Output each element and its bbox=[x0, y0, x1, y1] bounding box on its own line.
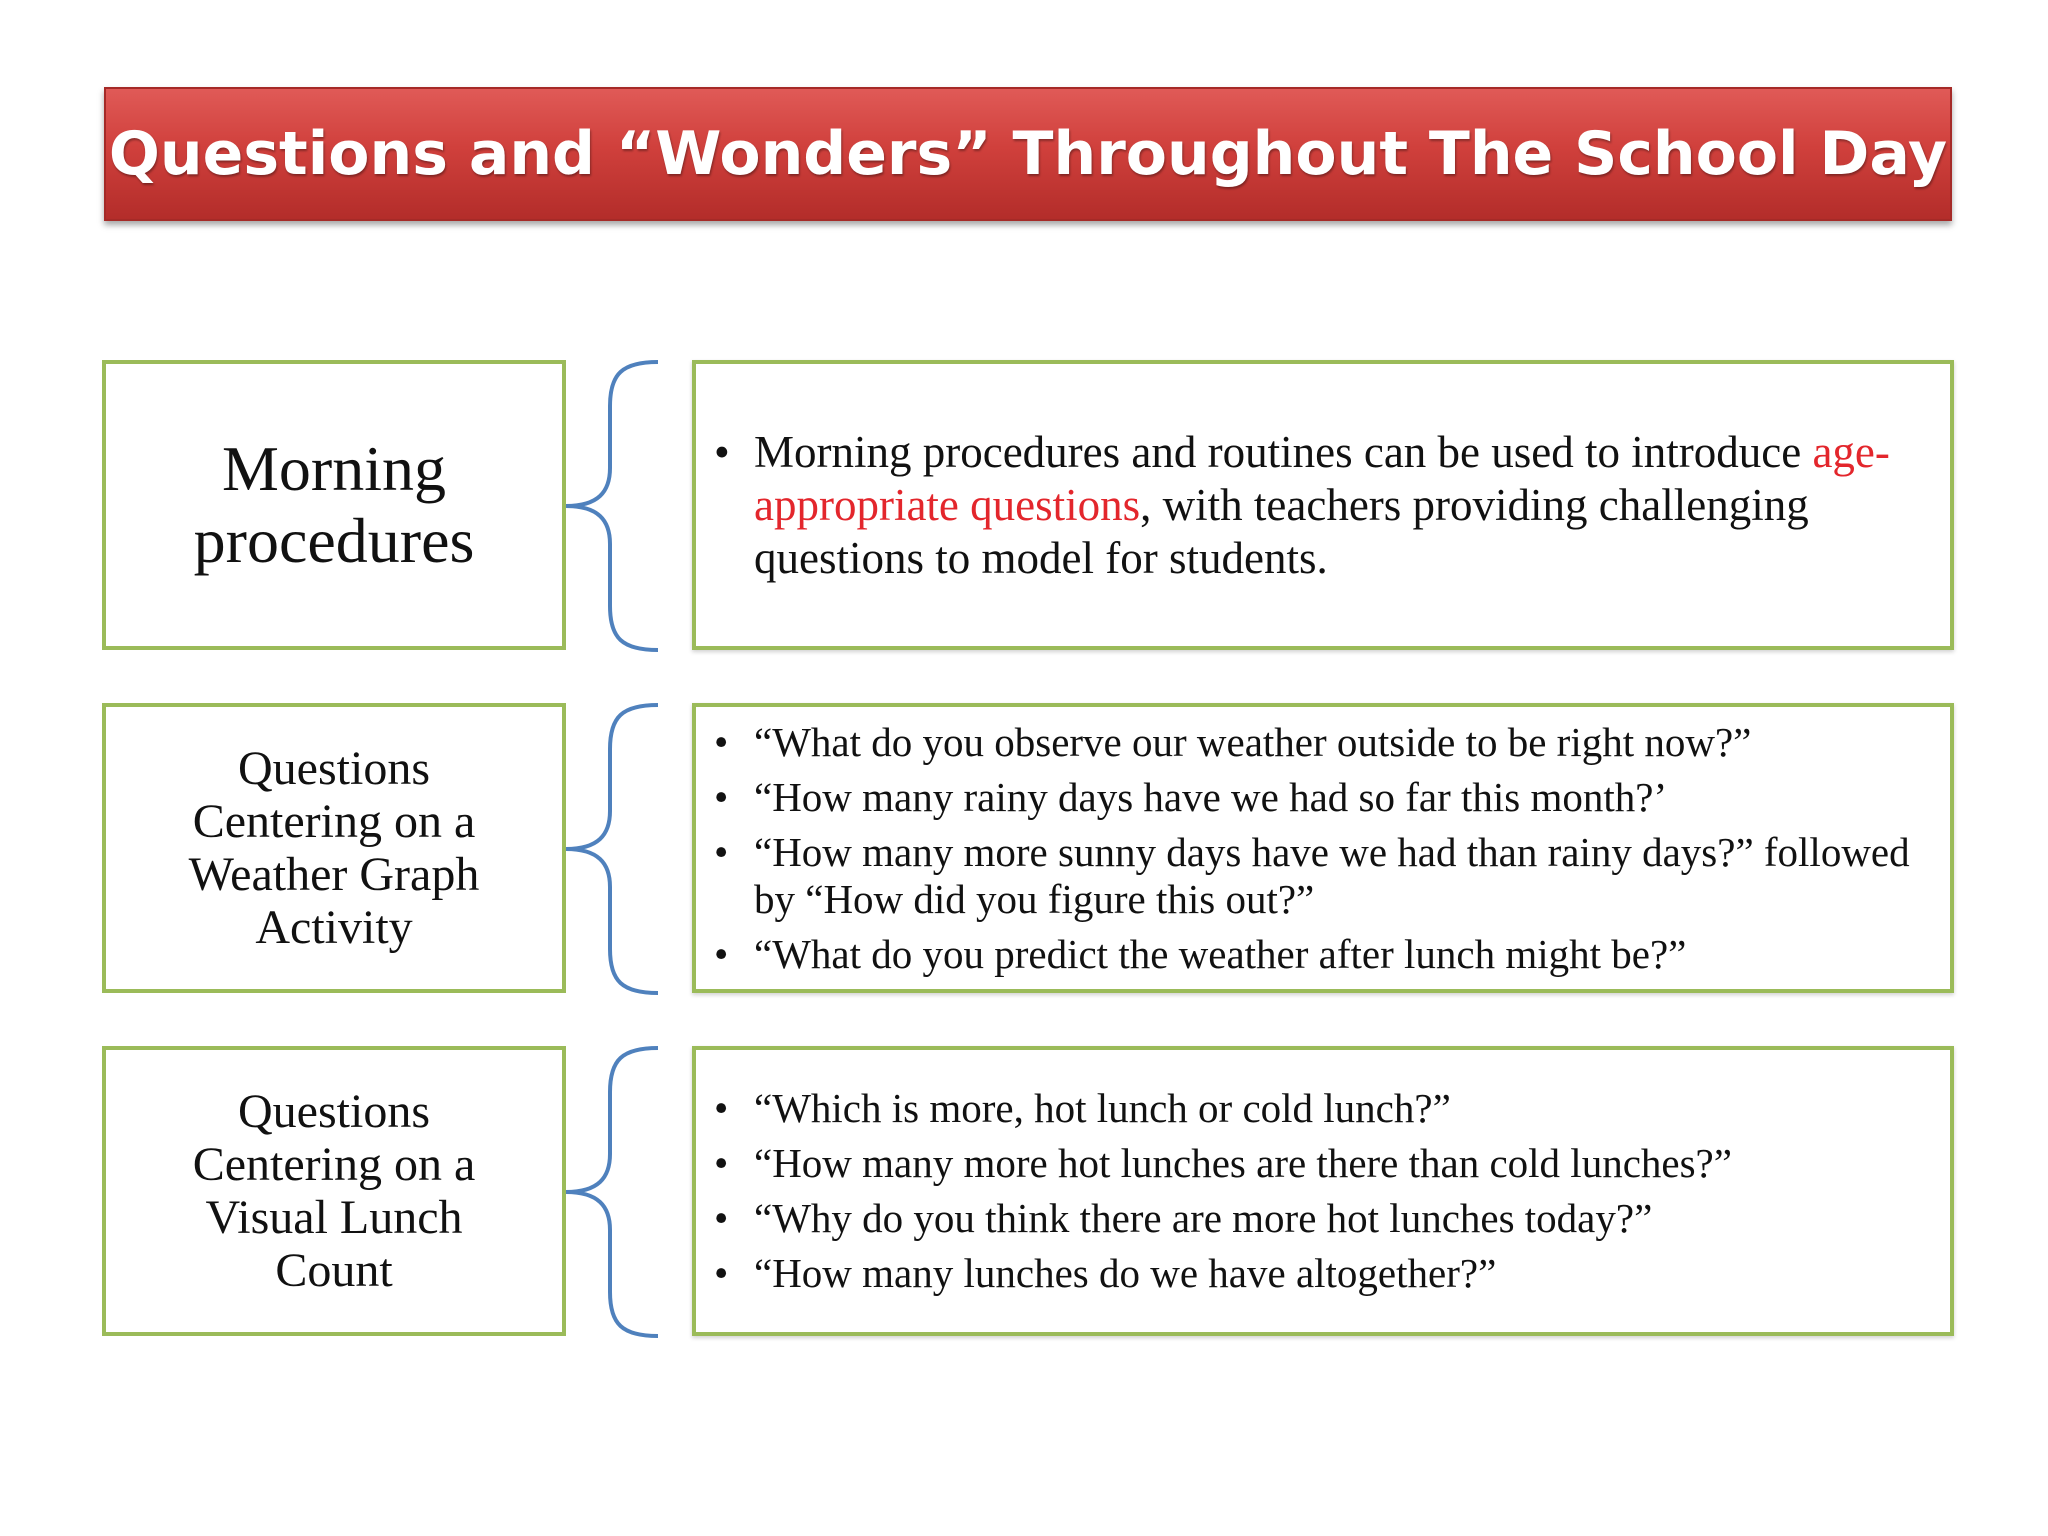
label-line: Centering on a bbox=[192, 795, 476, 848]
list-item: • “How many more hot lunches are there than cold lunches?” bbox=[714, 1140, 1732, 1187]
bullet-list bbox=[696, 426, 1950, 585]
label-line: Weather Graph bbox=[188, 848, 480, 901]
brace-icon bbox=[562, 1042, 666, 1342]
slide-title: Questions and “Wonders” Throughout The School Day bbox=[108, 119, 1948, 189]
label-line: Questions bbox=[238, 742, 430, 795]
row-weather-graph bbox=[0, 703, 2048, 999]
list-item: • “What do you observe our weather outside to be right now?” bbox=[714, 719, 1950, 766]
highlight-text: age-appropriate questions bbox=[754, 426, 1890, 530]
label-line: Questions bbox=[238, 1085, 430, 1138]
list-item: • “How many lunches do we have altogether?” bbox=[714, 1250, 1732, 1297]
label-box-weather-graph bbox=[102, 703, 566, 993]
row-morning-procedures bbox=[0, 360, 2048, 656]
label-line: Centering on a bbox=[192, 1138, 476, 1191]
label-line: Count bbox=[275, 1244, 393, 1297]
list-item: • “Why do you think there are more hot lunches today?” bbox=[714, 1195, 1732, 1242]
list-item: • Morning procedures and routines can be used to introduce age-appropriate questions, with teachers providing challenging questions to model for students. bbox=[714, 426, 1950, 585]
list-item: • “How many rainy days have we had so far this month?’ bbox=[714, 774, 1950, 821]
label-line: procedures bbox=[193, 505, 475, 576]
content-box-weather-graph bbox=[692, 703, 1954, 993]
label-line: Activity bbox=[255, 901, 413, 954]
bullet-list bbox=[696, 719, 1950, 978]
content-box-morning-procedures bbox=[692, 360, 1954, 650]
content-box-lunch-count bbox=[692, 1046, 1954, 1336]
bullet-list bbox=[696, 1085, 1732, 1297]
row-lunch-count bbox=[0, 1046, 2048, 1342]
brace-icon bbox=[562, 356, 666, 656]
label-box-lunch-count bbox=[102, 1046, 566, 1336]
label-line: Morning bbox=[222, 433, 446, 504]
label-box-morning-procedures bbox=[102, 360, 566, 650]
list-item: • “What do you predict the weather after lunch might be?” bbox=[714, 931, 1950, 978]
title-banner bbox=[104, 87, 1952, 221]
list-item: • “How many more sunny days have we had than rainy days?” followed by “How did you figure this out?” bbox=[714, 829, 1950, 923]
label-line: Visual Lunch bbox=[205, 1191, 463, 1244]
list-item: • “Which is more, hot lunch or cold lunch?” bbox=[714, 1085, 1732, 1132]
brace-icon bbox=[562, 699, 666, 999]
